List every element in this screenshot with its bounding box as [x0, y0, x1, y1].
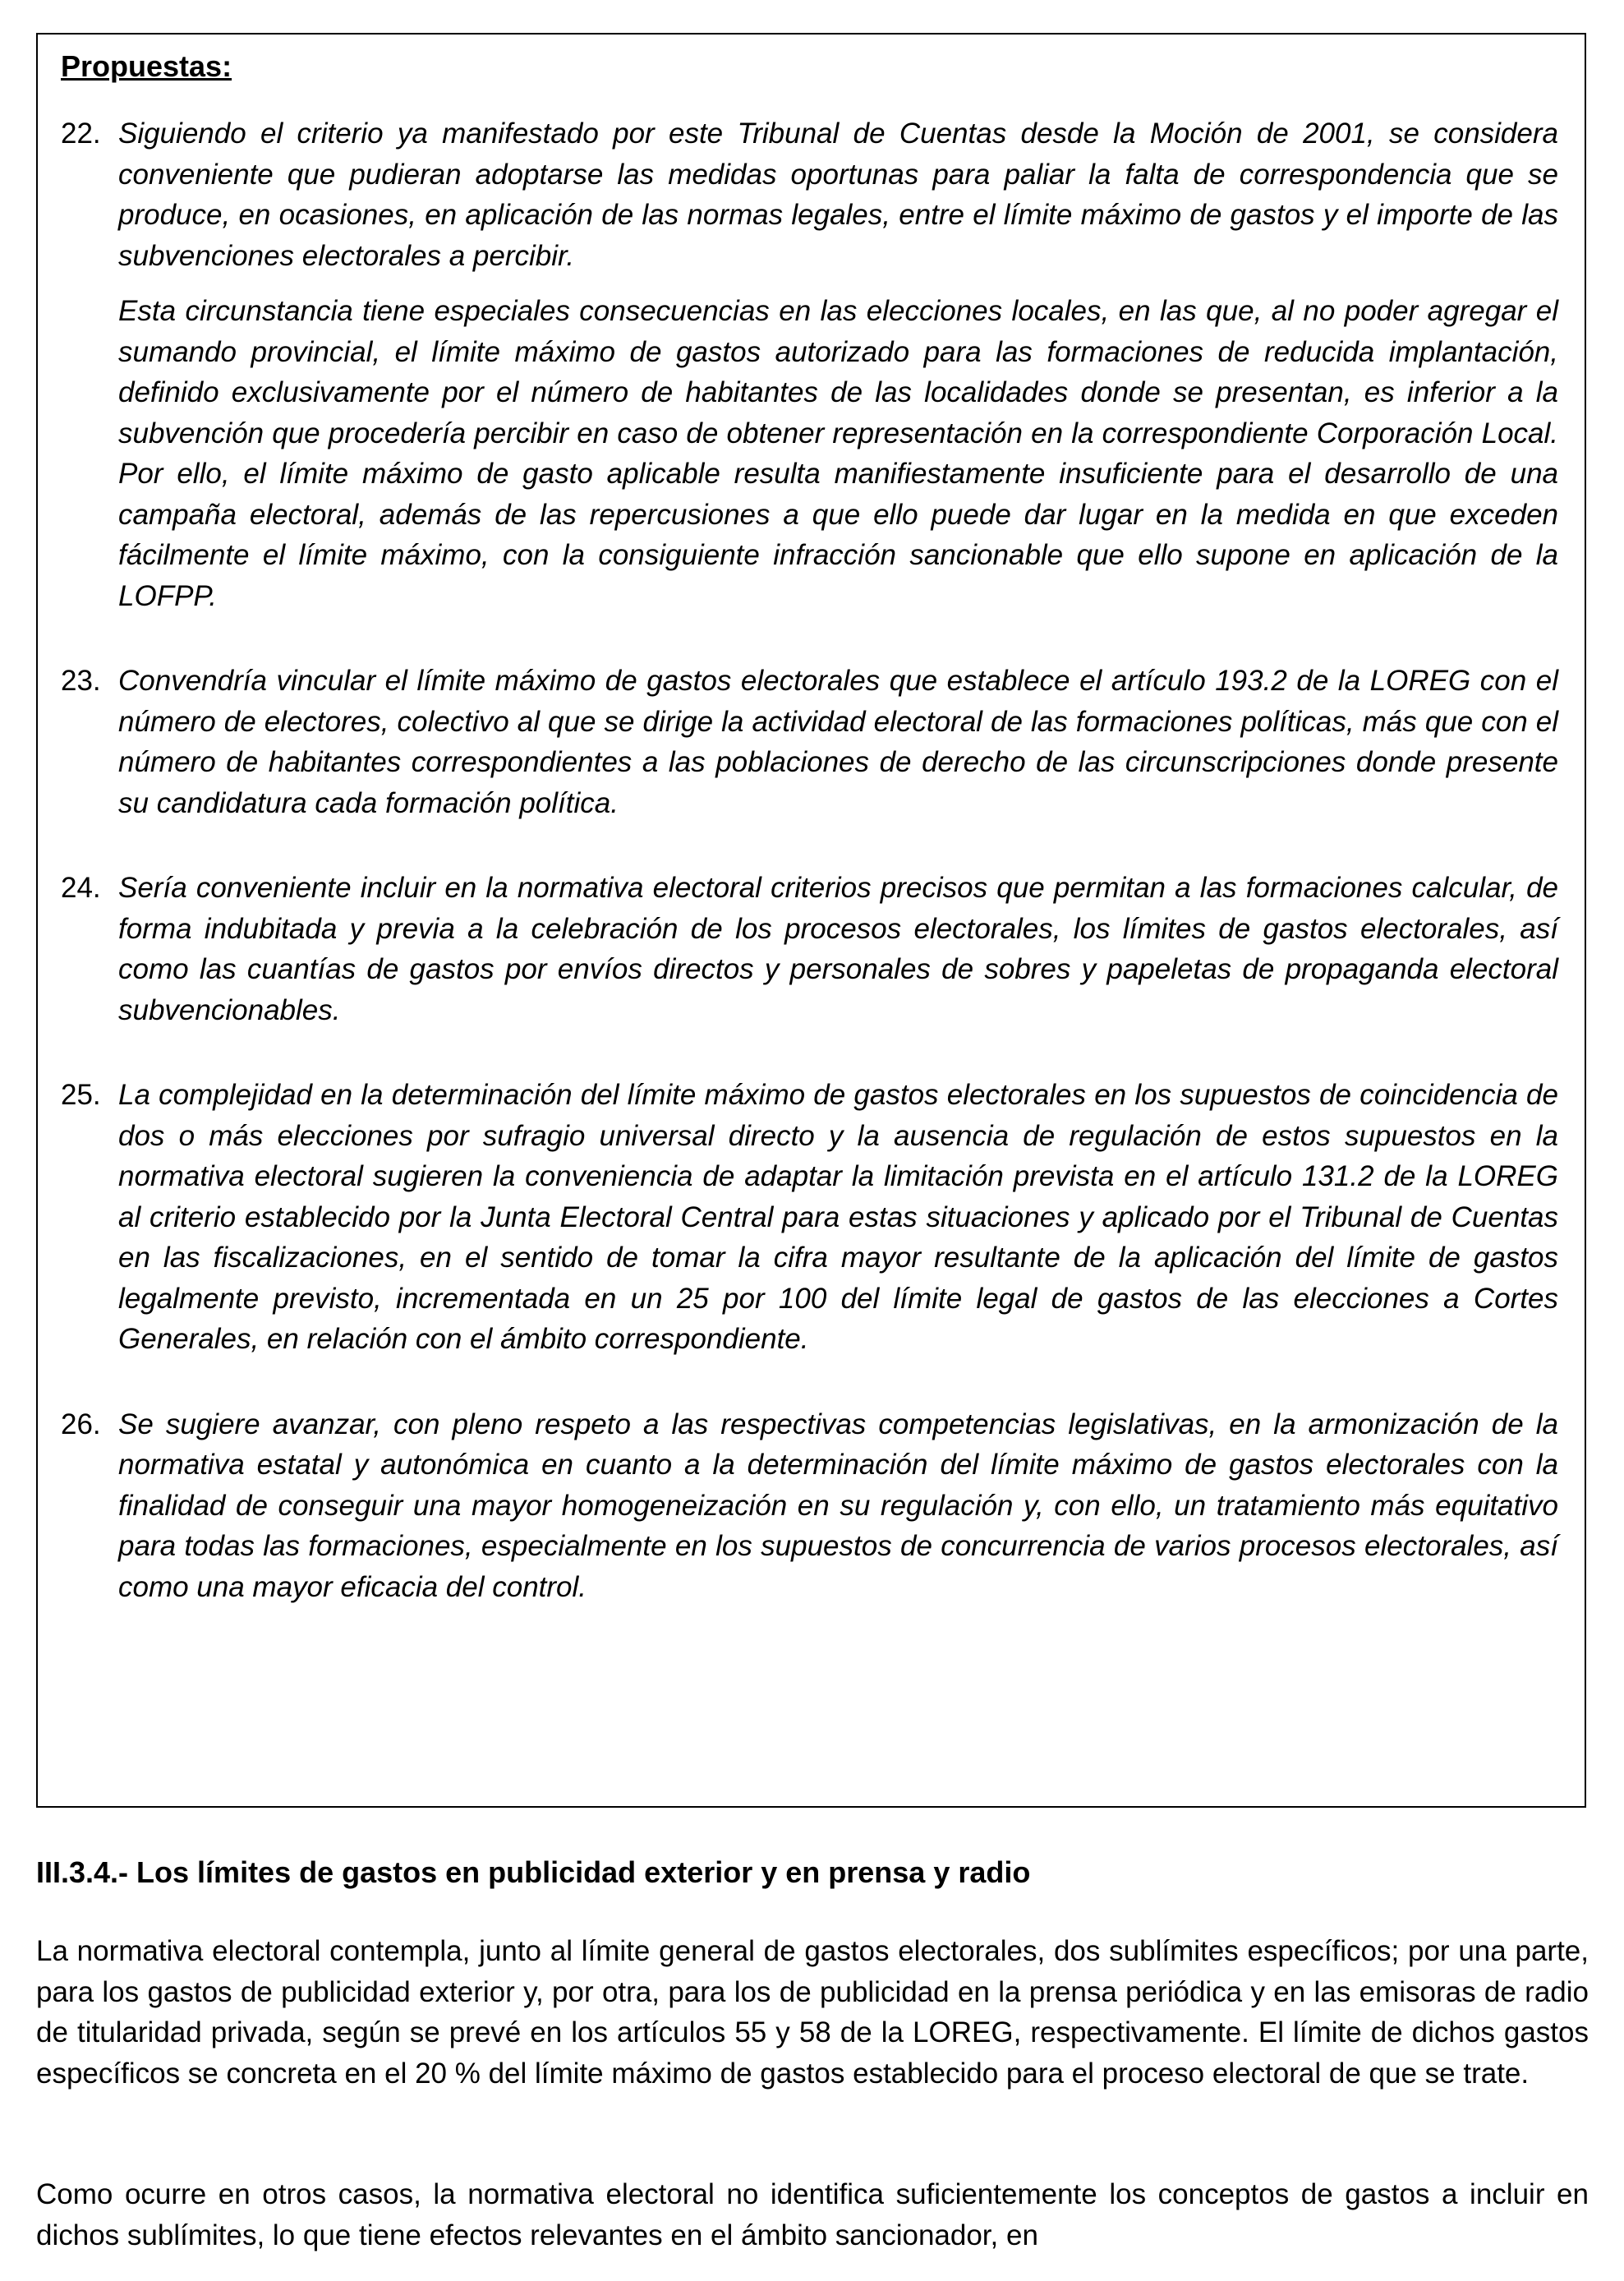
- body-paragraph: La normativa electoral contempla, junto al límite general de gastos electorales, dos sublímites específicos; por una parte, para los gastos de publicidad exterior y, por otra, para los de publicidad en la prensa periódica y en las emisoras de radio de titularidad privada, según se prevé en los artículos 55 y 58 de la LOREG, respectivamente. El límite de dichos gastos específicos se concreta en el 20 % del límite máximo de gastos establecido para el proceso electoral de que se trate.: [36, 1935, 1589, 2090]
- proposal-item-25: [61, 1075, 1558, 1360]
- proposal-body: [118, 1075, 1558, 1360]
- proposal-number: 22.: [61, 118, 101, 150]
- proposals-heading: Propuestas:: [61, 49, 232, 83]
- proposals-box: [36, 33, 1586, 1808]
- proposal-paragraph: Convendría vincular el límite máximo de gastos electorales que establece el artículo 193.2 de la LOREG con el número de electores, colectivo al que se dirige la actividad electoral de las formaciones políticas, más que con el número de habitantes correspondientes a las poblaciones de derecho de las circunscripciones donde presente su candidatura cada formación política.: [118, 665, 1558, 819]
- proposal-item-24: [61, 868, 1558, 1030]
- proposal-body: [118, 113, 1558, 616]
- proposal-number: 24.: [61, 872, 101, 904]
- section-heading: III.3.4.- Los límites de gastos en publicidad exterior y en prensa y radio: [36, 1855, 1031, 1889]
- proposal-paragraph: La complejidad en la determinación del límite máximo de gastos electorales en los supuestos de coincidencia de dos o más elecciones por sufragio universal directo y la ausencia de regulación de estos supuestos en la normativa electoral sugieren la conveniencia de adaptar la limitación prevista en el artículo 131.2 de la LOREG al criterio establecido por la Junta Electoral Central para estas situaciones y aplicado por el Tribunal de Cuentas en las fiscalizaciones, en el sentido de tomar la cifra mayor resultante de la aplicación del límite de gastos legalmente previsto, incrementada en un 25 por 100 del límite legal de gastos de las elecciones a Cortes Generales, en relación con el ámbito correspondiente.: [118, 1079, 1558, 1355]
- proposal-number: 25.: [61, 1079, 101, 1111]
- proposal-item-22: [61, 113, 1558, 616]
- body-paragraph: Como ocurre en otros casos, la normativa electoral no identifica suficientemente los conceptos de gastos a incluir en dichos sublímites, lo que tiene efectos relevantes en el ámbito sancionador, en: [36, 2178, 1589, 2251]
- proposal-number: 23.: [61, 665, 101, 697]
- proposal-paragraph: Siguiendo el criterio ya manifestado por este Tribunal de Cuentas desde la Moción de 2001, se considera conveniente que pudieran adoptarse las medidas oportunas para paliar la falta de correspondencia que se produce, en ocasiones, en aplicación de las normas legales, entre el límite máximo de gastos y el importe de las subvenciones electorales a percibir.: [118, 118, 1558, 272]
- proposal-paragraph: Esta circunstancia tiene especiales consecuencias en las elecciones locales, en las que, al no poder agregar el sumando provincial, el límite máximo de gastos autorizado para las formaciones de reducida implantación, definido exclusivamente por el número de habitantes de las localidades donde se presentan, es inferior a la subvención que procedería percibir en caso de obtener representación en la correspondiente Corporación Local. Por ello, el límite máximo de gasto aplicable resulta manifiestamente insuficiente para el desarrollo de una campaña electoral, además de las repercusiones a que ello puede dar lugar en la medida en que exceden fácilmente el límite máximo, con la consiguiente infracción sancionable que ello supone en aplicación de la LOFPP.: [118, 295, 1558, 612]
- proposal-item-23: [61, 661, 1558, 823]
- proposal-item-26: [61, 1404, 1558, 1608]
- proposal-body: [118, 661, 1558, 823]
- proposal-number: 26.: [61, 1408, 101, 1440]
- proposal-paragraph: Se sugiere avanzar, con pleno respeto a las respectivas competencias legislativas, en la armonización de la normativa estatal y autonómica en cuanto a la determinación del límite máximo de gastos electorales con la finalidad de conseguir una mayor homogeneización en su regulación y, con ello, un tratamiento más equitativo para todas las formaciones, especialmente en los supuestos de concurrencia de varios procesos electorales, así como una mayor eficacia del control.: [118, 1408, 1558, 1603]
- proposal-body: [118, 1404, 1558, 1608]
- proposal-paragraph: Sería conveniente incluir en la normativa electoral criterios precisos que permitan a las formaciones calcular, de forma indubitada y previa a la celebración de los procesos electorales, los límites de gastos electorales, así como las cuantías de gastos por envíos directos y personales de sobres y papeletas de propaganda electoral subvencionables.: [118, 872, 1558, 1026]
- proposal-body: [118, 868, 1558, 1030]
